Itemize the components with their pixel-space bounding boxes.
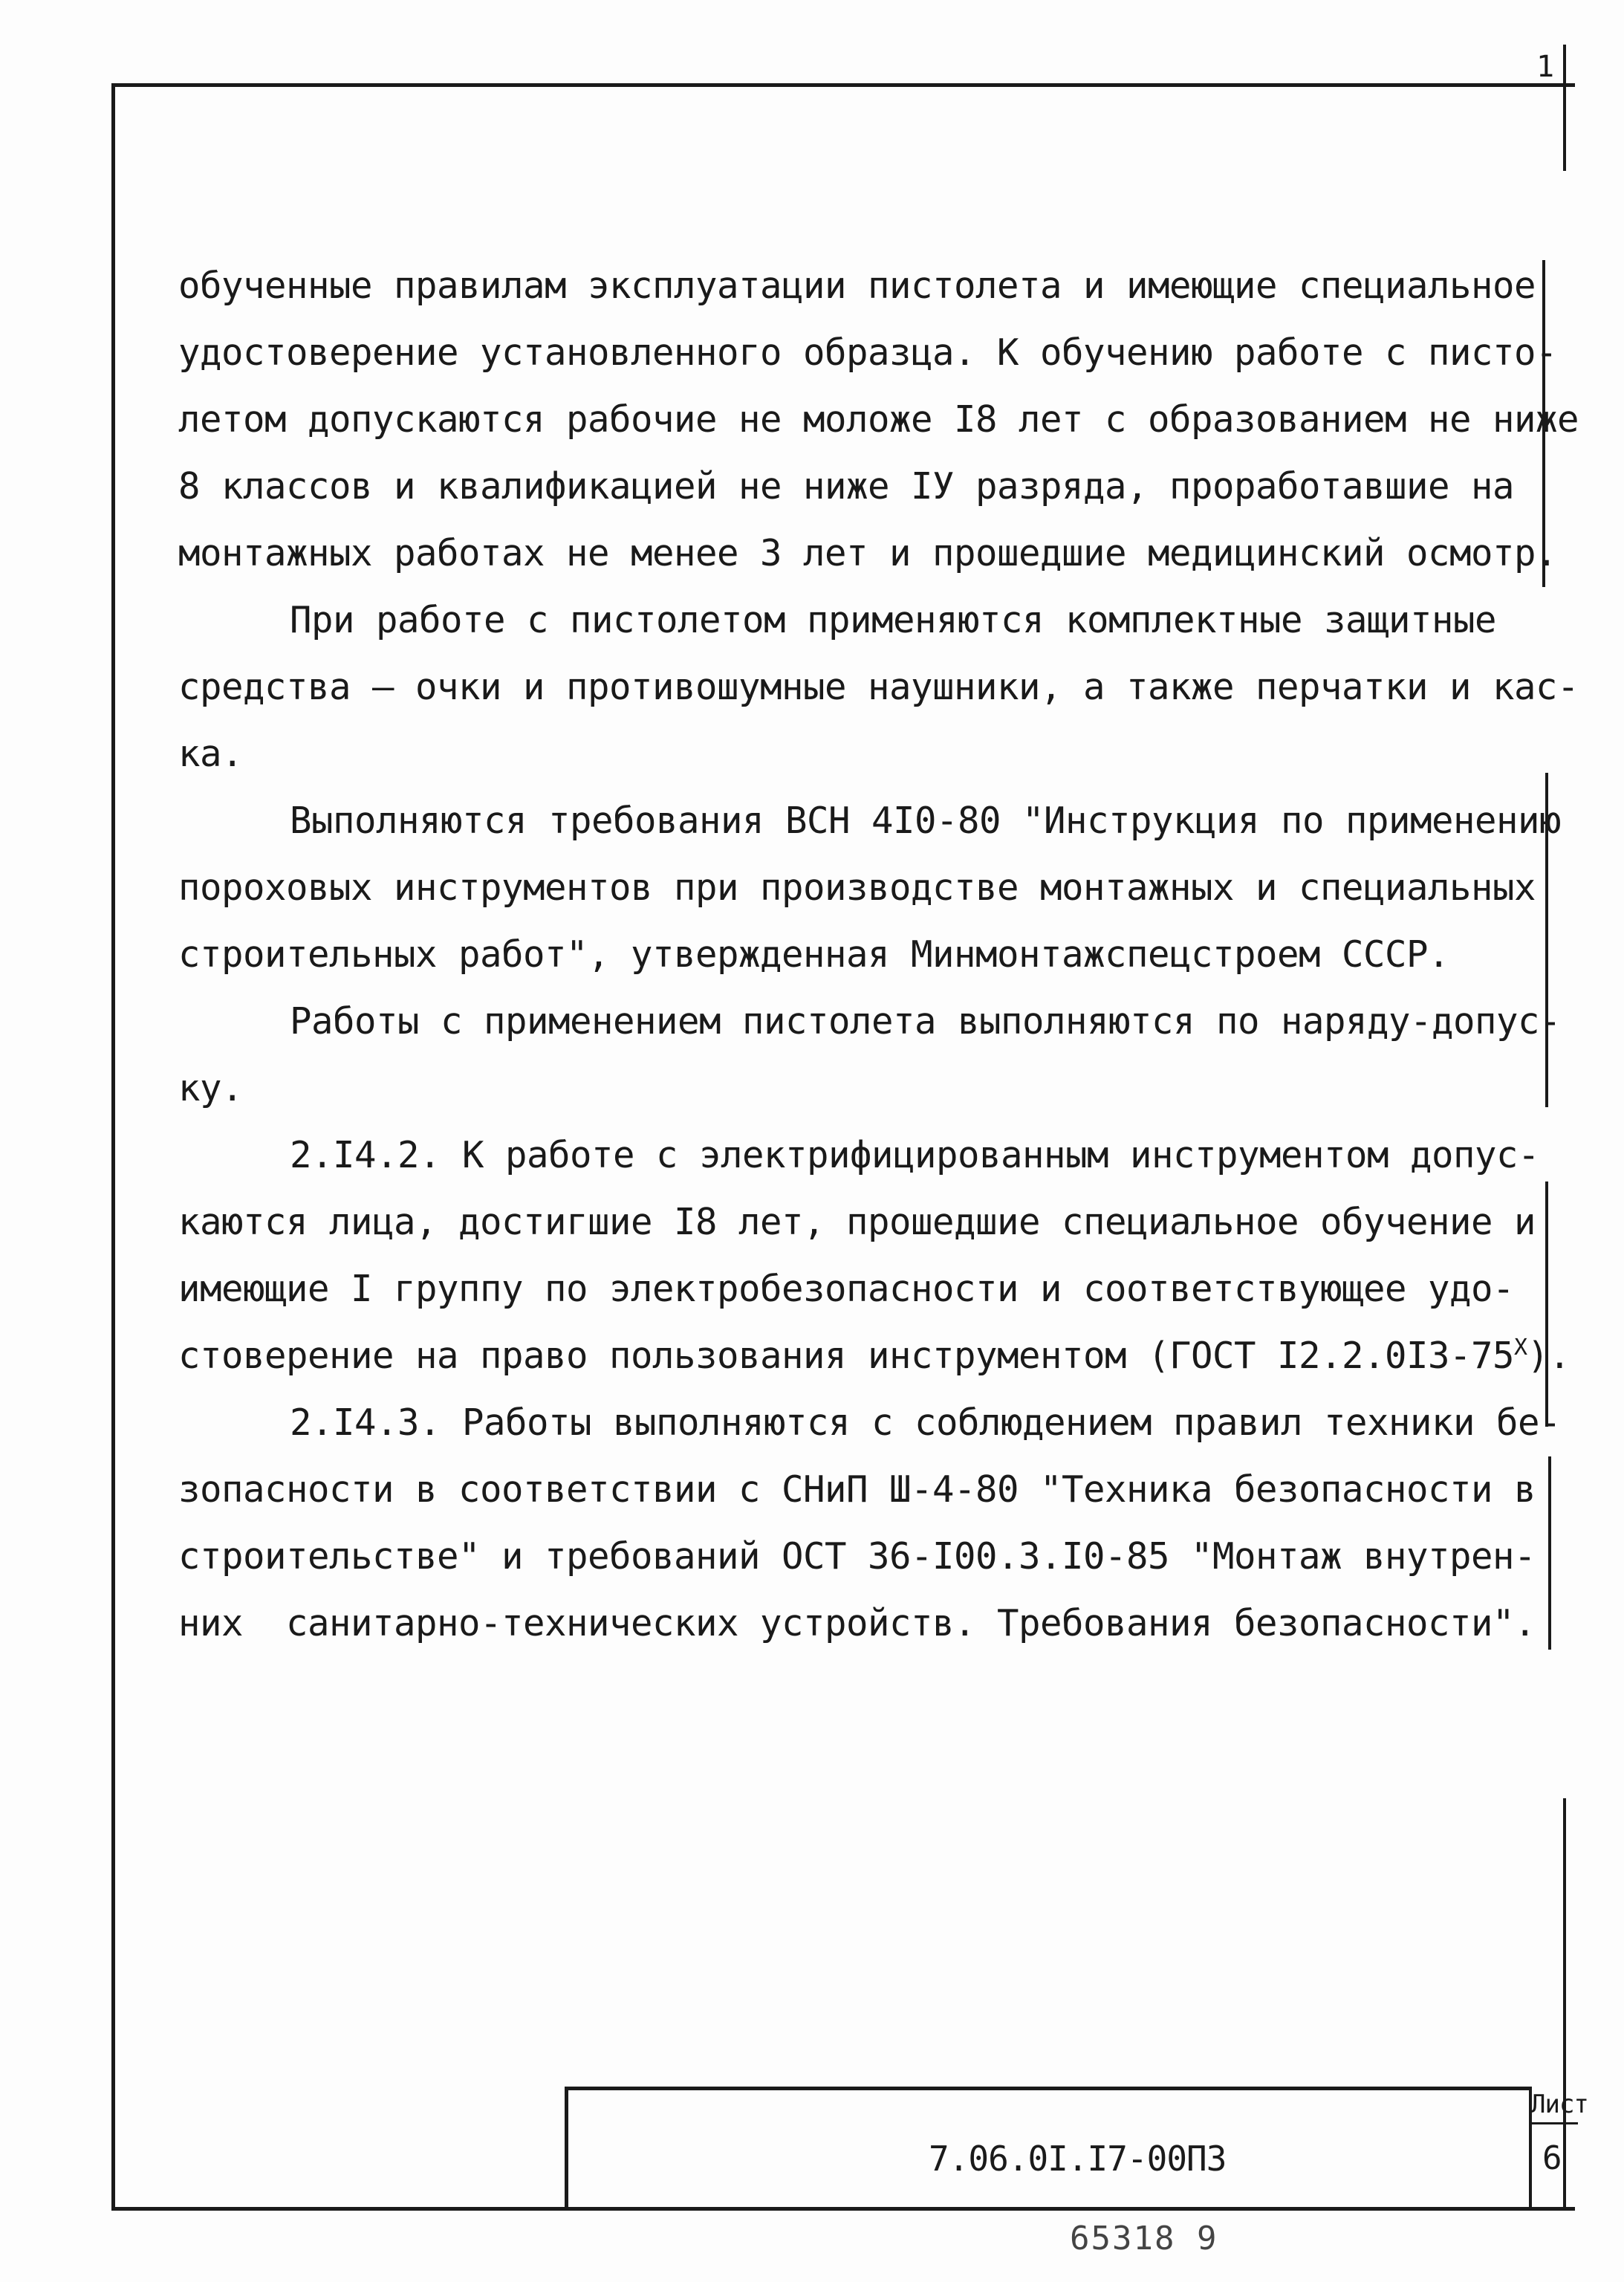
text-line: ка. [178, 733, 244, 775]
text-line: 2.I4.3. Работы выполняются с соблюдением правил техники бе- [290, 1401, 1562, 1444]
text-line: них санитарно-технических устройств. Требования безопасности". [178, 1602, 1536, 1644]
text-line: обученные правилам эксплуатации пистолета и имеющие специальное [178, 265, 1536, 307]
text-line: Выполняются требования ВСН 4I0-80 "Инструкция по применению [290, 800, 1562, 842]
text-segment: стоверение на право пользования инструментом (ГОСТ I2.2.0I3-75 [178, 1335, 1515, 1377]
frame-top-border [111, 83, 1575, 87]
text-line: пороховых инструментов при производстве монтажных и специальных [178, 866, 1536, 909]
text-line: строительстве" и требований ОСТ 36-I00.3.I0-85 "Монтаж внутрен- [178, 1535, 1536, 1578]
frame-right-segment [1563, 45, 1566, 171]
text-line: ку. [178, 1067, 244, 1109]
archive-number: 65318 9 [1070, 2220, 1218, 2257]
text-line: 8 классов и квалификацией не ниже IУ разряда, проработавшие на [178, 465, 1515, 508]
document-code: 7.06.0I.I7-00ПЗ [929, 2139, 1227, 2179]
text-line: летом допускаются рабочие не моложе I8 лет с образованием не ниже [178, 398, 1579, 441]
sheet-label: Лист [1530, 2090, 1588, 2119]
frame-left-border [111, 83, 115, 2208]
text-line: строительных работ", утвержденная Минмонтажспецстроем СССР. [178, 933, 1450, 976]
sheet-cell-divider [1529, 2122, 1578, 2124]
corner-mark: 1 [1536, 50, 1555, 84]
text-line: средства – очки и противошумные наушники, а также перчатки и кас- [178, 666, 1579, 708]
text-line: удостоверение установленного образца. К обучению работе с писто- [178, 331, 1558, 374]
text-segment: ). [1527, 1335, 1571, 1377]
superscript: Х [1514, 1335, 1527, 1361]
text-line: каются лица, достигшие I8 лет, прошедшие специальное обучение и [178, 1201, 1536, 1243]
body-text [178, 253, 1579, 1657]
text-line: монтажных работах не менее 3 лет и прошедшие медицинский осмотр. [178, 532, 1558, 574]
text-line: имеющие I группу по электробезопасности и соответствующее удо- [178, 1268, 1515, 1310]
sheet-number: 6 [1542, 2139, 1562, 2177]
text-line: 2.I4.2. К работе с электрифицированным инструментом допус- [290, 1134, 1540, 1176]
text-line-with-superscript [178, 1323, 1571, 1390]
text-line: зопасности в соответствии с СНиП Ш-4-80 "Техника безопасности в [178, 1468, 1536, 1511]
text-line: При работе с пистолетом применяются комплектные защитные [290, 599, 1497, 641]
text-line: Работы с применением пистолета выполняются по наряду-допус- [290, 1000, 1562, 1043]
